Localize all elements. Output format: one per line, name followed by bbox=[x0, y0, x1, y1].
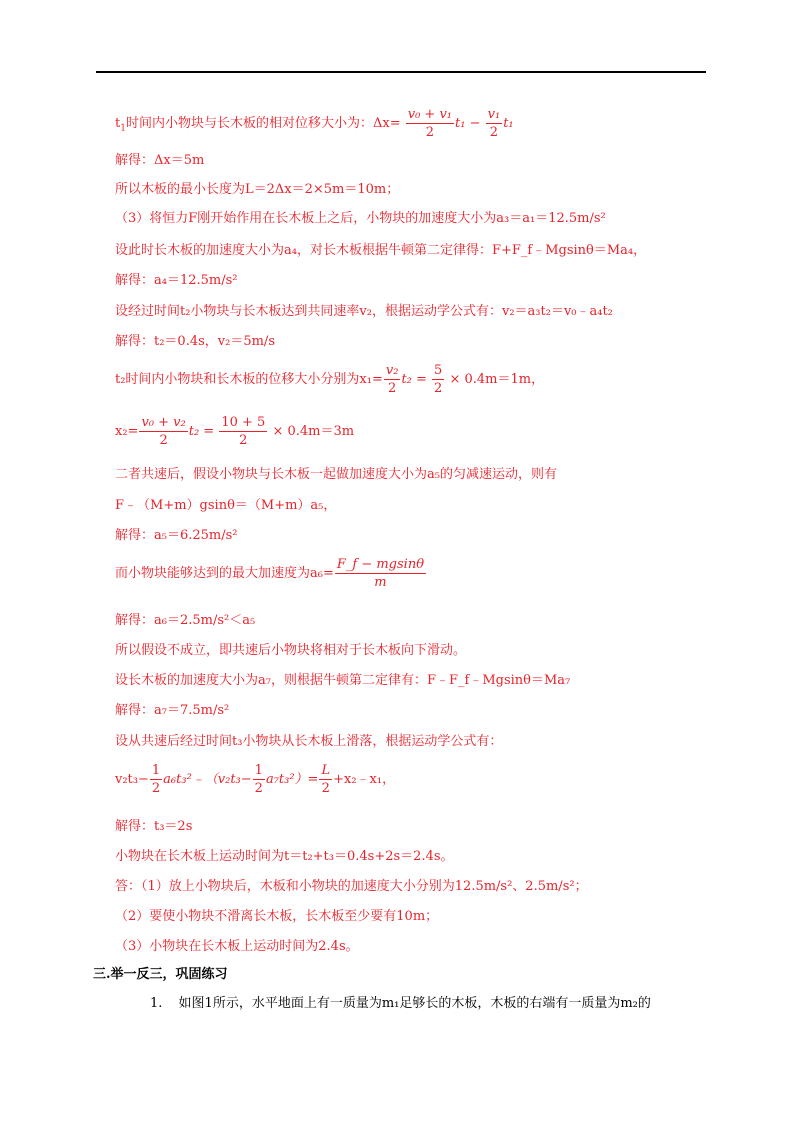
numerator: 1 bbox=[254, 763, 263, 778]
solution-line: 所以假设不成立，即共速后小物块将相对于长木板向下滑动。 bbox=[115, 643, 467, 658]
solution-line: 设长木板的加速度大小为a₇，则根据牛顿第二定律有：F﹣F_f﹣Mgsinθ＝Ma₇ bbox=[115, 673, 571, 688]
numerator: v₀ + v₁ bbox=[407, 107, 453, 122]
text: − bbox=[465, 116, 485, 131]
denominator: 2 bbox=[489, 125, 499, 140]
solution-line: 设经过时间t₂小物块与长木板达到共同速率v₂，根据运动学公式有：v₂＝a₃t₂＝v₀﹣a₄t₂ bbox=[115, 304, 613, 319]
header-rule bbox=[96, 71, 706, 73]
text: t₂ bbox=[188, 424, 200, 439]
numerator: 1 bbox=[151, 763, 161, 778]
numerator: v₁ bbox=[487, 107, 501, 122]
solution-line: （3）将恒力F刚开始作用在长木板上之后，小物块的加速度大小为a₃＝a₁＝12.5m/s² bbox=[115, 211, 606, 226]
text: x₂= bbox=[115, 424, 139, 439]
text: × 0.4m＝3m bbox=[268, 424, 355, 439]
solution-line: 解得：t₂＝0.4s，v₂＝5m/s bbox=[115, 334, 275, 349]
denominator: m bbox=[374, 575, 387, 590]
answer-line: 答：（1）放上小物块后，木板和小物块的加速度大小分别为12.5m/s²、2.5m/s²； bbox=[115, 879, 588, 894]
text: t₁ bbox=[455, 116, 466, 131]
solution-line: 解得：t₃＝2s bbox=[115, 819, 193, 834]
numerator: v₀ + v₂ bbox=[141, 415, 186, 430]
fraction bbox=[253, 764, 265, 795]
solution-line: 设此时长木板的加速度大小为a₄，对长木板根据牛顿第二定律得：F+F_f﹣Mgsinθ＝Ma₄， bbox=[115, 243, 647, 258]
text: t₂ bbox=[401, 372, 412, 387]
solution-line: 解得：Δx＝5m bbox=[115, 153, 205, 168]
max-acceleration-line bbox=[115, 558, 427, 589]
question-text: 如图1所示，水平地面上有一质量为m₁足够长的木板，木板的右端有一质量为m₂的 bbox=[178, 996, 651, 1011]
fraction bbox=[219, 416, 267, 447]
fraction bbox=[406, 108, 454, 139]
solution-line: F﹣（M+m）gsinθ＝（M+m）a₅， bbox=[115, 498, 337, 513]
relative-displacement-line bbox=[115, 108, 514, 139]
fraction bbox=[432, 364, 444, 395]
slide-off-equation bbox=[115, 764, 395, 795]
numerator: L bbox=[321, 763, 331, 778]
denominator: 2 bbox=[434, 381, 443, 396]
solution-line: 解得：a₆＝2.5m/s²＜a₅ bbox=[115, 613, 256, 628]
solution-line: 设从共速后经过时间t₃小物块从长木板上滑落，根据运动学公式有： bbox=[115, 734, 503, 749]
text: t₂时间内小物块和长木板的位移大小分别为x₁= bbox=[115, 372, 383, 387]
solution-line: 解得：a₇＝7.5m/s² bbox=[115, 703, 230, 718]
denominator: 2 bbox=[159, 433, 168, 448]
fraction bbox=[139, 416, 187, 447]
solution-line: 解得：a₄＝12.5m/s² bbox=[115, 273, 238, 288]
denominator: 2 bbox=[425, 125, 435, 140]
denominator: 2 bbox=[254, 781, 263, 796]
fraction bbox=[335, 558, 426, 589]
numerator: F_f − mgsinθ bbox=[336, 557, 425, 572]
fraction bbox=[150, 764, 162, 795]
numerator: 5 bbox=[434, 363, 443, 378]
text: v₂t₃− bbox=[115, 772, 149, 787]
question-number: 1. bbox=[150, 996, 163, 1011]
numerator: 10 + 5 bbox=[221, 415, 266, 430]
subscript: 1 bbox=[120, 123, 126, 134]
section-heading: 三.举一反三，巩固练习 bbox=[93, 967, 228, 982]
fraction bbox=[384, 364, 401, 395]
solution-line: 二者共速后，假设小物块与长木板一起做加速度大小为a₅的匀减速运动，则有 bbox=[115, 467, 557, 482]
question-1 bbox=[150, 997, 651, 1010]
text: a₆t₃²﹣（v₂t₃− bbox=[163, 772, 252, 787]
answer-line: （2）要使小物块不滑离长木板，长木板至少要有10m； bbox=[115, 909, 439, 924]
solution-line: 所以木板的最小长度为L＝2Δx＝2×5m＝10m； bbox=[115, 182, 400, 197]
displacement-x1-line bbox=[115, 364, 544, 395]
text: +x₂﹣x₁， bbox=[333, 772, 396, 787]
fraction bbox=[319, 764, 332, 795]
answer-line: （3）小物块在长木板上运动时间为2.4s。 bbox=[115, 939, 359, 954]
text: t₁ bbox=[503, 116, 514, 131]
text: a₇t₃²）= bbox=[265, 772, 319, 787]
solution-line: 解得：a₅＝6.25m/s² bbox=[115, 528, 238, 543]
denominator: 2 bbox=[321, 781, 330, 796]
text: 而小物块能够达到的最大加速度为a₆= bbox=[115, 566, 334, 581]
denominator: 2 bbox=[239, 433, 248, 448]
text: t bbox=[115, 116, 121, 131]
denominator: 2 bbox=[388, 381, 397, 396]
text: = bbox=[199, 424, 219, 439]
text: 时间内小物块与长木板的相对位移大小为：Δx= bbox=[125, 116, 401, 131]
denominator: 2 bbox=[151, 781, 161, 796]
solution-line: 小物块在长木板上运动时间为t＝t₂+t₃＝0.4s+2s＝2.4s。 bbox=[115, 849, 454, 864]
text: = bbox=[411, 372, 432, 387]
numerator: v₂ bbox=[385, 363, 399, 378]
displacement-x2-line bbox=[115, 416, 354, 447]
fraction bbox=[486, 108, 503, 139]
text: × 0.4m＝1m， bbox=[445, 372, 545, 387]
